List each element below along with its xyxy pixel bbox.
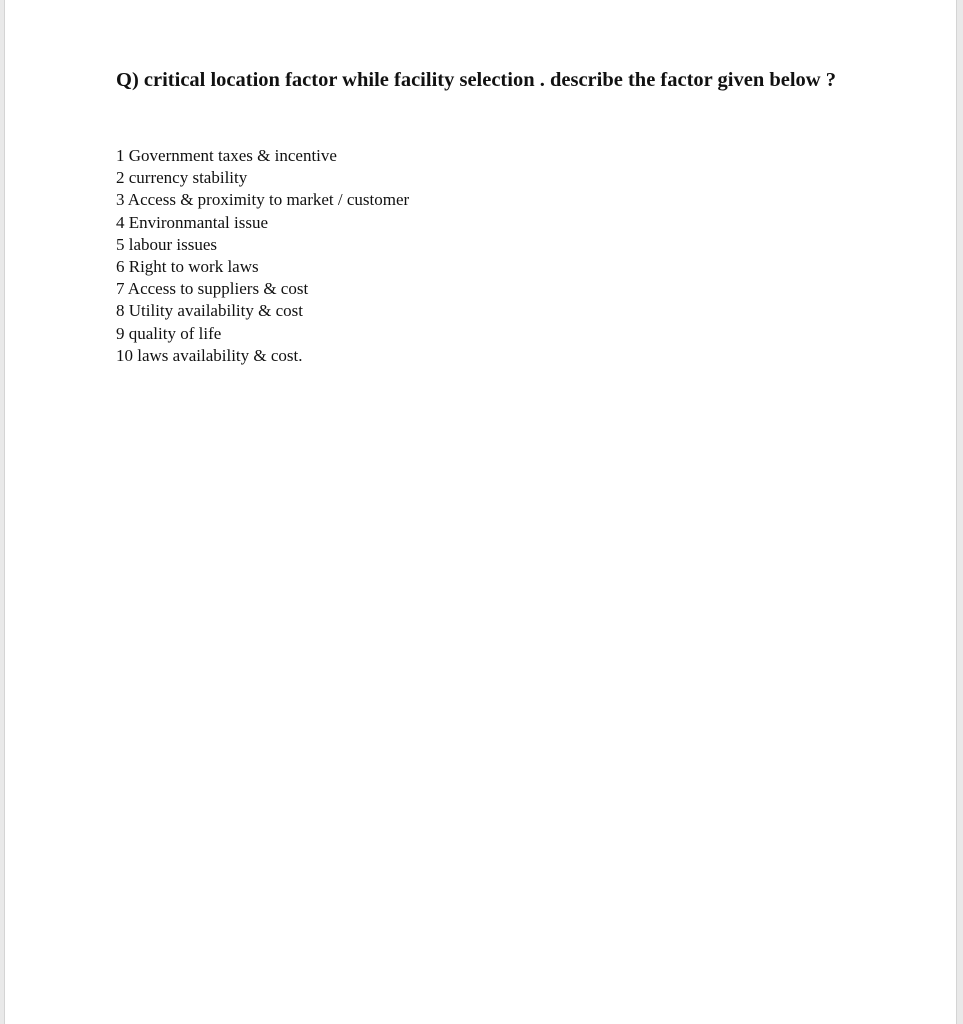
document-page <box>4 0 957 1024</box>
factor-item: 3 Access & proximity to market / customer <box>116 190 410 210</box>
factor-item: 10 laws availability & cost. <box>116 345 303 365</box>
factor-item: 9 quality of life <box>116 323 222 343</box>
factor-item: 6 Right to work laws <box>116 257 259 277</box>
question-heading: Q) critical location factor while facility selection . describe the factor given below ? <box>116 69 836 91</box>
factor-list <box>116 145 409 367</box>
factor-item: 7 Access to suppliers & cost <box>116 279 309 299</box>
factor-item: 1 Government taxes & incentive <box>116 146 337 165</box>
factor-item: 2 currency stability <box>116 168 248 188</box>
factor-item: 5 labour issues <box>116 234 218 254</box>
factor-item: 8 Utility availability & cost <box>116 301 303 321</box>
factor-item: 4 Environmantal issue <box>116 212 269 232</box>
